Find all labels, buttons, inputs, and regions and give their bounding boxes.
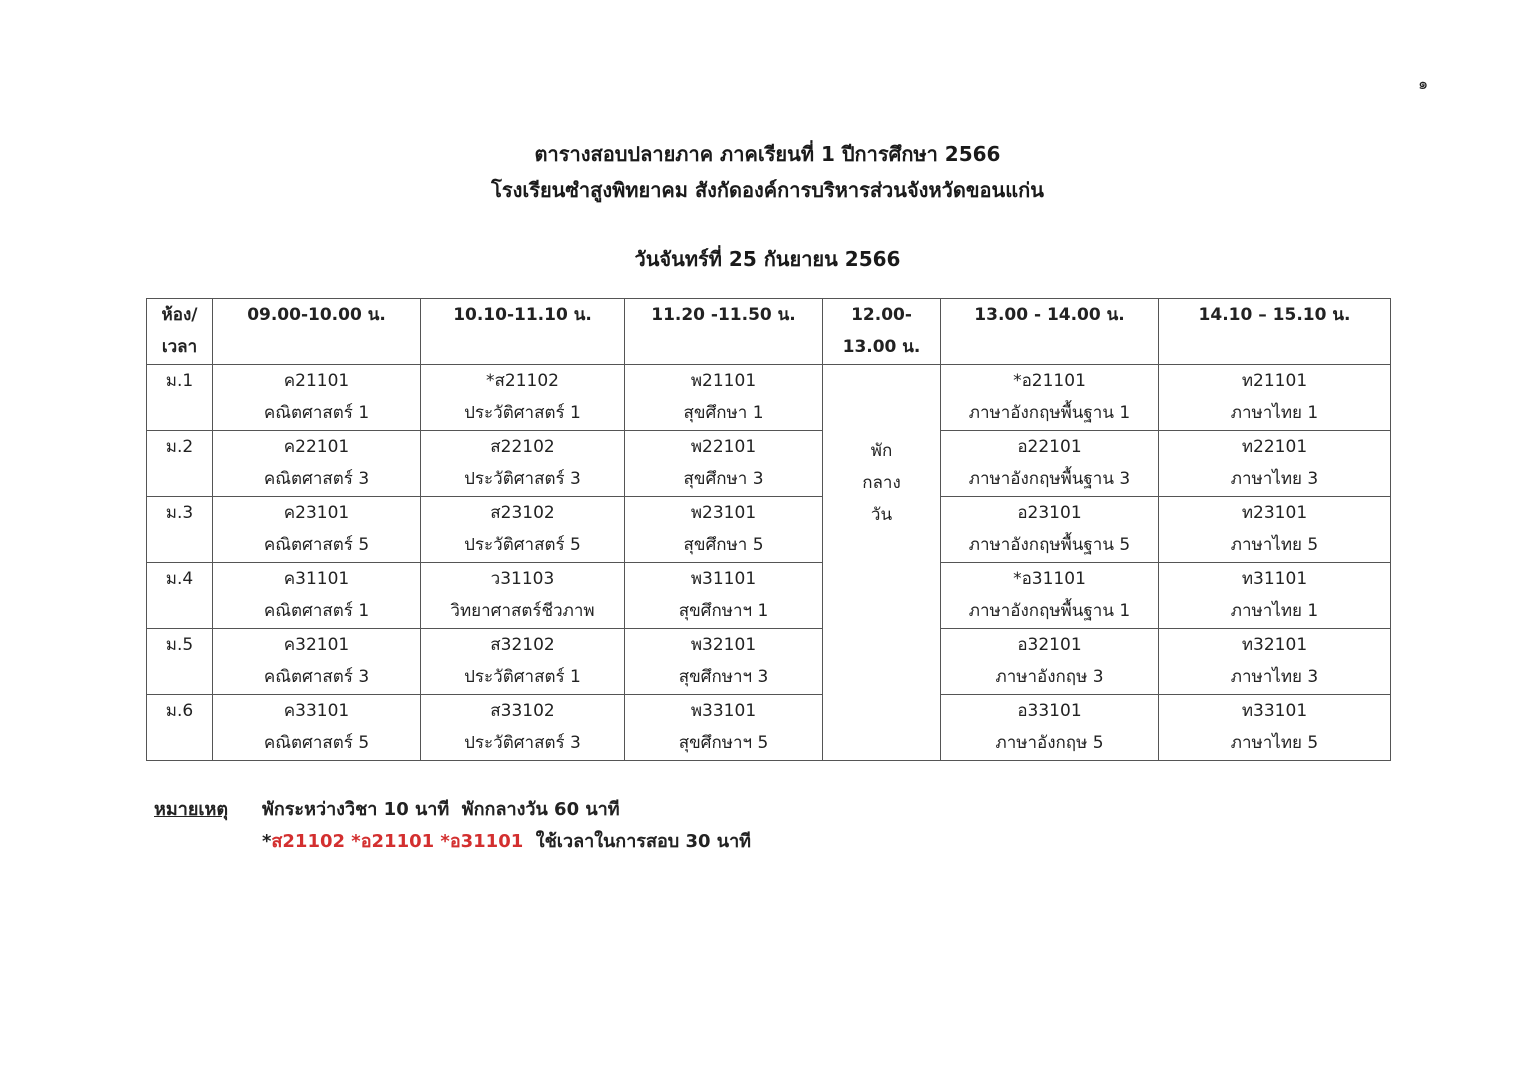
school-name: โรงเรียนซำสูงพิทยาคม สังกัดองค์การบริหารส่วนจังหวัดขอนแก่น [491, 178, 1044, 202]
subject-name: คณิตศาสตร์ 3 [263, 469, 370, 489]
room-cell: ม.2 [147, 431, 213, 497]
subject-cell [625, 431, 823, 497]
subject-cell [213, 629, 421, 695]
header-period-2 [421, 299, 625, 365]
subject-code: ค22101 [283, 437, 350, 457]
table-row [147, 695, 1391, 761]
room-cell: ม.5 [147, 629, 213, 695]
subject-cell [213, 497, 421, 563]
subject-name: ภาษาไทย 5 [1230, 535, 1319, 555]
header-period-1 [213, 299, 421, 365]
subject-code: พ32101 [690, 635, 757, 655]
header-line: 11.20 -11.50 น. [651, 305, 796, 325]
header-line: 09.00-10.00 น. [247, 305, 386, 325]
subject-cell [1159, 365, 1391, 431]
subject-code: ท33101 [1241, 701, 1308, 721]
lunch-label: กลาง [862, 473, 901, 493]
table-row [147, 629, 1391, 695]
subject-name: สุขศึกษา 5 [683, 535, 764, 555]
subject-cell [421, 497, 625, 563]
table-row [147, 563, 1391, 629]
header-period-3 [625, 299, 823, 365]
subject-cell [213, 365, 421, 431]
exam-schedule-table [146, 298, 1391, 761]
subject-name: ภาษาอังกฤษพื้นฐาน 1 [968, 601, 1131, 621]
lunch-label: วัน [870, 505, 893, 525]
subject-code: *ส21102 [486, 371, 559, 391]
subject-cell [941, 431, 1159, 497]
subject-code: ค33101 [283, 701, 350, 721]
header-line: 10.10-11.10 น. [453, 305, 592, 325]
subject-cell [625, 629, 823, 695]
subject-cell [1159, 563, 1391, 629]
header-room-time [147, 299, 213, 365]
subject-code: ค21101 [283, 371, 350, 391]
subject-cell [1159, 431, 1391, 497]
table-row [147, 497, 1391, 563]
subject-cell [213, 695, 421, 761]
subject-cell [941, 629, 1159, 695]
note-asterisk: * [262, 831, 272, 852]
subject-cell [941, 563, 1159, 629]
header-row [147, 299, 1391, 365]
subject-name: ภาษาอังกฤษ 5 [995, 733, 1104, 753]
subject-code: ท21101 [1241, 371, 1308, 391]
subject-name: สุขศึกษาฯ 5 [678, 733, 769, 753]
header-line: 14.10 – 15.10 น. [1198, 305, 1351, 325]
subject-name: คณิตศาสตร์ 5 [263, 733, 370, 753]
subject-name: ภาษาไทย 1 [1230, 403, 1319, 423]
subject-code: ส22102 [490, 437, 555, 457]
subject-cell [1159, 629, 1391, 695]
subject-code: อ32101 [1017, 635, 1082, 655]
subject-code: ท22101 [1241, 437, 1308, 457]
subject-cell [213, 431, 421, 497]
subject-name: ประวัติศาสตร์ 1 [464, 403, 581, 423]
subject-name: คณิตศาสตร์ 3 [263, 667, 370, 687]
subject-name: ประวัติศาสตร์ 1 [464, 667, 581, 687]
header-line: เวลา [161, 337, 198, 357]
subject-code: ค23101 [283, 503, 350, 523]
subject-cell [213, 563, 421, 629]
subject-name: ภาษาอังกฤษพื้นฐาน 1 [968, 403, 1131, 423]
subject-cell [625, 563, 823, 629]
subject-code: ค31101 [283, 569, 350, 589]
table-row [147, 431, 1391, 497]
subject-code: ส32102 [490, 635, 555, 655]
exam-schedule-title: ตารางสอบปลายภาค ภาคเรียนที่ 1 ปีการศึกษา 2566 [534, 142, 1001, 166]
subject-cell [421, 563, 625, 629]
subject-name: ภาษาอังกฤษพื้นฐาน 5 [968, 535, 1131, 555]
lunch-label: พัก [870, 441, 893, 461]
subject-code: ท23101 [1241, 503, 1308, 523]
lunch-break-cell [823, 365, 941, 761]
header-period-4 [941, 299, 1159, 365]
subject-name: สุขศึกษา 1 [683, 403, 764, 423]
subject-name: ภาษาไทย 5 [1230, 733, 1319, 753]
subject-cell [625, 365, 823, 431]
subject-code: ส33102 [490, 701, 555, 721]
subject-name: ภาษาอังกฤษพื้นฐาน 3 [968, 469, 1131, 489]
subject-code: พ33101 [690, 701, 757, 721]
subject-code: ท32101 [1241, 635, 1308, 655]
subject-cell [421, 365, 625, 431]
note-highlight-codes: ส21102 *อ21101 *อ31101 [271, 831, 524, 852]
subject-code: *อ21101 [1013, 371, 1086, 391]
note-break-info: พักระหว่างวิชา 10 นาที พักกลางวัน 60 นาที [262, 799, 620, 820]
header-lunch-period [823, 299, 941, 365]
subject-name: วิทยาศาสตร์ชีวภาพ [450, 601, 595, 621]
subject-code: ท31101 [1241, 569, 1308, 589]
subject-name: ประวัติศาสตร์ 3 [464, 469, 581, 489]
header-period-5 [1159, 299, 1391, 365]
note-label: หมายเหตุ [154, 799, 229, 820]
subject-code: พ22101 [690, 437, 757, 457]
header-line: 13.00 น. [842, 337, 921, 357]
subject-cell [421, 431, 625, 497]
subject-cell [625, 497, 823, 563]
subject-name: ภาษาอังกฤษ 3 [995, 667, 1104, 687]
room-cell: ม.3 [147, 497, 213, 563]
exam-date: วันจันทร์ที่ 25 กันยายน 2566 [634, 247, 901, 271]
subject-cell [421, 695, 625, 761]
room-cell: ม.6 [147, 695, 213, 761]
subject-code: พ31101 [690, 569, 757, 589]
subject-name: คณิตศาสตร์ 1 [263, 601, 370, 621]
subject-cell [421, 629, 625, 695]
subject-cell [625, 695, 823, 761]
subject-name: ภาษาไทย 3 [1230, 667, 1319, 687]
note-short-exam-info [262, 826, 751, 855]
page-number: ๑ [1418, 74, 1429, 93]
subject-code: พ23101 [690, 503, 757, 523]
note-duration-text: ใช้เวลาในการสอบ 30 นาที [523, 831, 752, 852]
subject-name: สุขศึกษาฯ 1 [678, 601, 769, 621]
subject-code: อ22101 [1017, 437, 1082, 457]
subject-name: ภาษาไทย 3 [1230, 469, 1319, 489]
subject-code: ค32101 [283, 635, 350, 655]
subject-cell [941, 497, 1159, 563]
subject-name: คณิตศาสตร์ 5 [263, 535, 370, 555]
subject-name: ประวัติศาสตร์ 5 [464, 535, 581, 555]
subject-code: อ33101 [1017, 701, 1082, 721]
subject-name: ภาษาไทย 1 [1230, 601, 1319, 621]
room-cell: ม.4 [147, 563, 213, 629]
subject-cell [1159, 497, 1391, 563]
subject-cell [941, 695, 1159, 761]
subject-name: ประวัติศาสตร์ 3 [464, 733, 581, 753]
header-line: ห้อง/ [161, 305, 198, 325]
subject-code: ว31103 [490, 569, 555, 589]
room-cell: ม.1 [147, 365, 213, 431]
header-line: 13.00 - 14.00 น. [974, 305, 1125, 325]
subject-name: คณิตศาสตร์ 1 [263, 403, 370, 423]
subject-code: *อ31101 [1013, 569, 1086, 589]
table-row [147, 365, 1391, 431]
header-line: 12.00- [851, 305, 912, 325]
subject-code: พ21101 [690, 371, 757, 391]
subject-cell [941, 365, 1159, 431]
subject-cell [1159, 695, 1391, 761]
subject-code: อ23101 [1017, 503, 1082, 523]
subject-name: สุขศึกษาฯ 3 [678, 667, 769, 687]
subject-name: สุขศึกษา 3 [683, 469, 764, 489]
subject-code: ส23102 [490, 503, 555, 523]
